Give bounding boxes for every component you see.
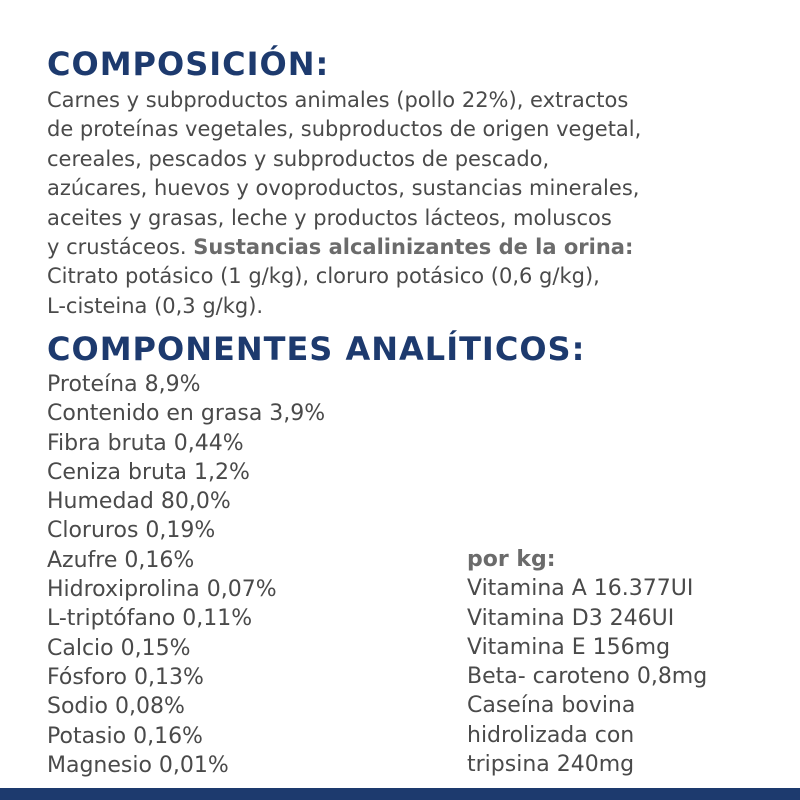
vitamin-item: Caseína bovina: [467, 693, 636, 719]
vitamin-item: Vitamina A 16.377UI: [467, 576, 694, 602]
vitamins-per-kg-list: [467, 545, 707, 779]
vitamin-item: Vitamina E 156mg: [467, 634, 671, 660]
per-kg-label: por kg:: [467, 547, 556, 572]
composition-paragraph: [47, 86, 787, 321]
analytic-item: Fósforo 0,13%: [47, 664, 204, 690]
vitamin-item: hidrolizada con: [467, 722, 635, 748]
composition-heading: COMPOSICIÓN:: [47, 45, 330, 83]
vitamin-item: Vitamina D3 246UI: [467, 605, 675, 631]
analytic-item: L-triptófano 0,11%: [47, 606, 253, 632]
analytic-item: Fibra bruta 0,44%: [47, 430, 244, 456]
composition-line: L-cisteina (0,3 g/kg).: [47, 293, 264, 318]
analytic-item: Hidroxiprolina 0,07%: [47, 577, 277, 603]
analytic-item: Magnesio 0,01%: [47, 752, 229, 778]
analytic-components-heading: COMPONENTES ANALÍTICOS:: [47, 330, 586, 368]
composition-line-alkaline: [47, 233, 787, 262]
analytic-item: Potasio 0,16%: [47, 723, 203, 749]
composition-line: Carnes y subproductos animales (pollo 22%), extractos: [47, 88, 629, 112]
composition-line: azúcares, huevos y ovoproductos, sustancias minerales,: [47, 176, 640, 201]
analytic-components-list: [47, 370, 325, 780]
vitamin-item: Beta- caroteno 0,8mg: [467, 664, 708, 690]
analytic-item: Contenido en grasa 3,9%: [47, 401, 326, 427]
vitamin-item: tripsina 240mg: [467, 752, 635, 778]
analytic-item: Ceniza bruta 1,2%: [47, 459, 250, 485]
analytic-item: Azufre 0,16%: [47, 547, 195, 573]
composition-line: aceites y grasas, leche y productos lácteos, moluscos: [47, 205, 612, 230]
analytic-item: Sodio 0,08%: [47, 694, 185, 720]
composition-line: de proteínas vegetales, subproductos de origen vegetal,: [47, 117, 642, 142]
composition-line-start: y crustáceos.: [47, 235, 194, 260]
composition-line: cereales, pescados y subproductos de pescado,: [47, 146, 550, 171]
footer-bar: [0, 788, 800, 800]
analytic-item: Proteína 8,9%: [47, 372, 201, 397]
analytic-item: Cloruros 0,19%: [47, 518, 216, 544]
analytic-item: Humedad 80,0%: [47, 489, 231, 515]
composition-line: Citrato potásico (1 g/kg), cloruro potásico (0,6 g/kg),: [47, 264, 600, 289]
alkaline-substances-label: Sustancias alcalinizantes de la orina:: [193, 235, 634, 260]
analytic-item: Calcio 0,15%: [47, 635, 191, 661]
